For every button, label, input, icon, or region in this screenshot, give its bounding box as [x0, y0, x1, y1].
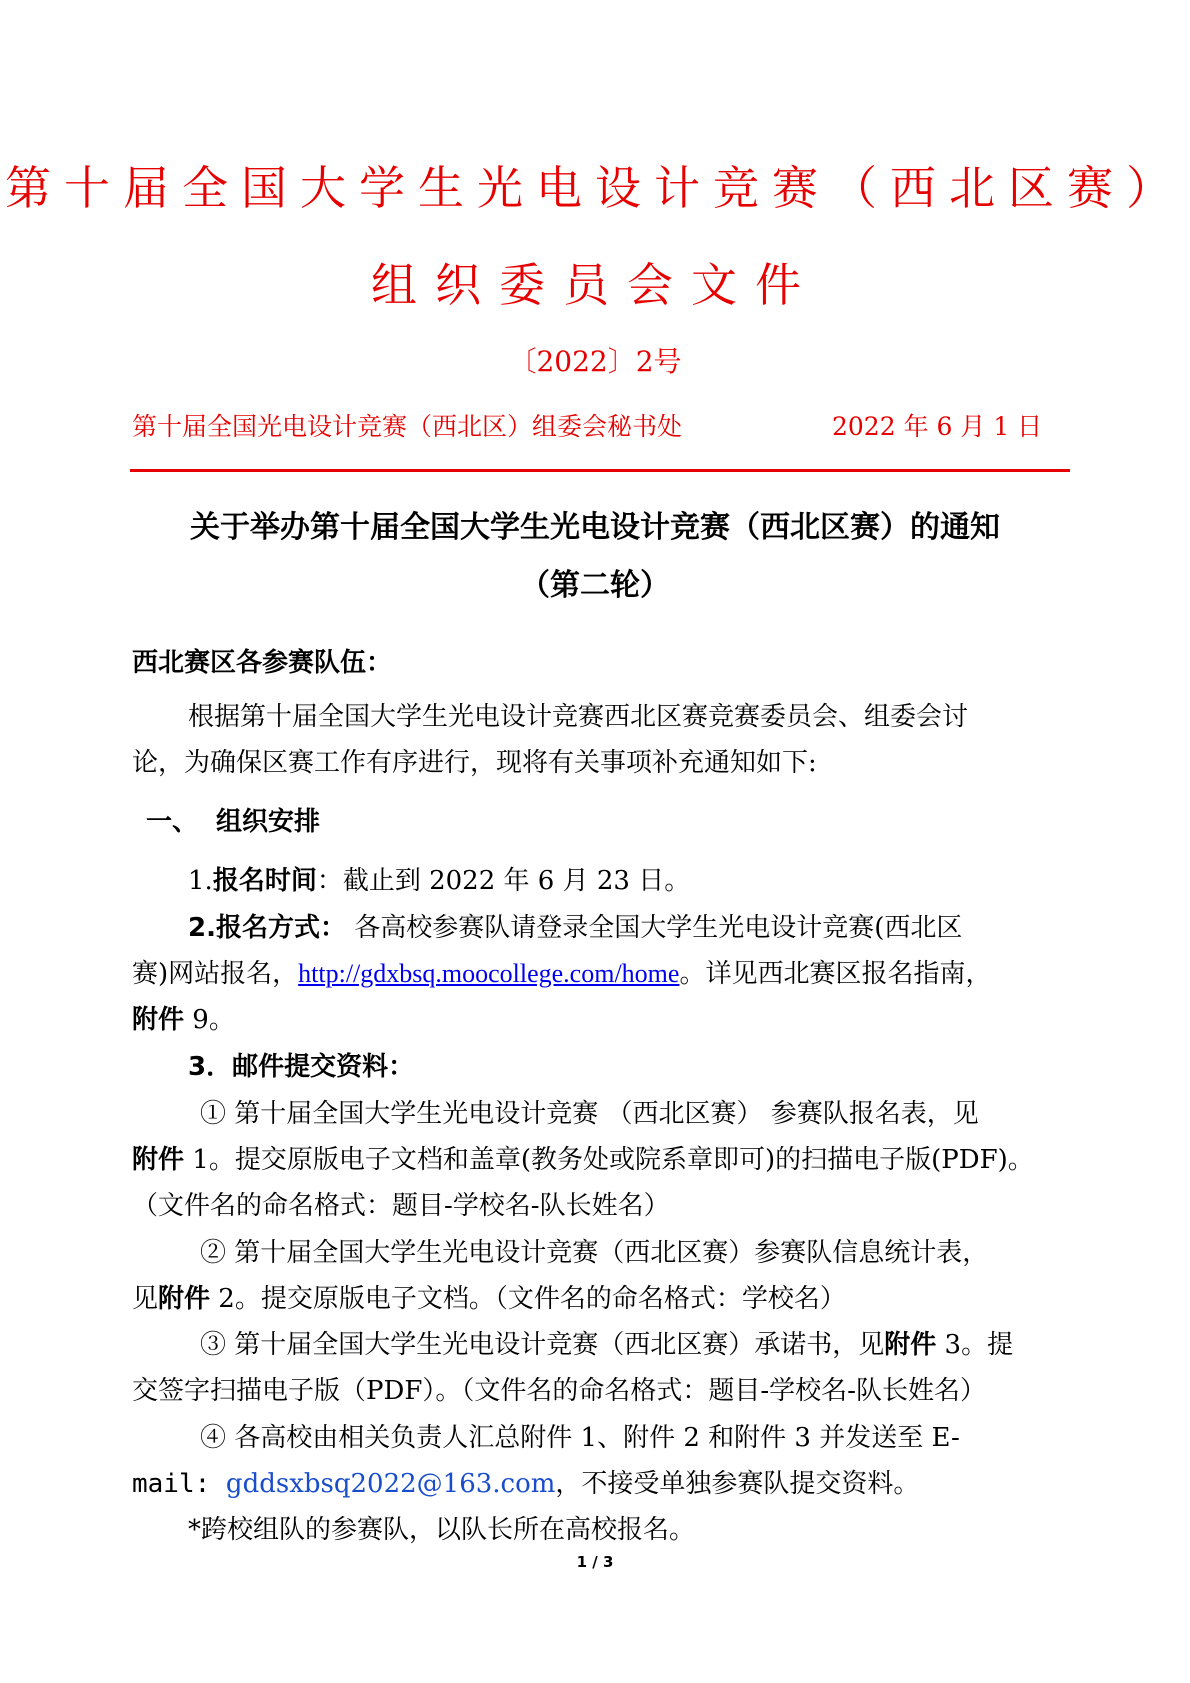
- item-text: 赛)网站报名，: [132, 959, 299, 989]
- subitem-text: 见: [132, 1284, 159, 1314]
- attachment-label: 附件: [884, 1330, 937, 1360]
- subitem-1-line-1: ① 第十届全国大学生光电设计竞赛 （西北区赛） 参赛队报名表，见: [200, 1099, 979, 1129]
- intro-line-2: 论，为确保区赛工作有序进行，现将有关事项补充通知如下:: [132, 748, 817, 778]
- item-label: 报名时间: [212, 866, 317, 896]
- note: *跨校组队的参赛队，以队长所在高校报名。: [188, 1515, 696, 1545]
- page-number: 1 / 3: [576, 1553, 614, 1571]
- issue-date: 2022 年 6 月 1 日: [832, 412, 1043, 441]
- item-text: 。详见西北赛区报名指南，: [679, 959, 992, 989]
- attachment-label: 附件: [132, 1005, 185, 1035]
- item-registration-method: [188, 909, 962, 947]
- subitem-3-line-1: [200, 1326, 1013, 1364]
- attachment-label: 附件: [158, 1284, 211, 1314]
- item-label: 2.报名方式：: [188, 913, 346, 943]
- subitem-text: 2。提交原版电子文档。（文件名的命名格式：学校名）: [210, 1284, 846, 1314]
- subitem-2-line-1: ② 第十届全国大学生光电设计竞赛（西北区赛）参赛队信息统计表，: [200, 1238, 989, 1268]
- intro-line-1: 根据第十届全国大学生光电设计竞赛西北区赛竞赛委员会、组委会讨: [188, 702, 969, 732]
- issuer: 第十届全国光电设计竞赛（西北区）组委会秘书处: [132, 412, 683, 441]
- attachment-reference: [132, 1001, 235, 1039]
- salutation: 西北赛区各参赛队伍：: [132, 648, 393, 678]
- item-text: 各高校参赛队请登录全国大学生光电设计竞赛(西北区: [354, 913, 963, 943]
- subitem-text: mail:: [132, 1469, 226, 1499]
- subitem-2-line-2: [132, 1280, 846, 1318]
- document-subtitle: 组织委员会文件: [371, 258, 819, 312]
- header-divider: [130, 469, 1070, 472]
- registration-link[interactable]: http://gdxbsq.moocollege.com/home: [298, 959, 680, 988]
- subitem-text: ③ 第十届全国大学生光电设计竞赛（西北区赛）承诺书，见: [200, 1330, 885, 1360]
- document-title: 第十届全国大学生光电设计竞赛（西北区赛）: [5, 161, 1185, 215]
- subitem-3-line-2: 交签字扫描电子版（PDF）。（文件名的命名格式：题目-学校名-队长姓名）: [132, 1376, 986, 1406]
- item-registration-time: [188, 862, 690, 900]
- subitem-text: 1。提交原版电子文档和盖章(教务处或院系章即可)的扫描电子版(PDF)。: [184, 1145, 1034, 1175]
- section-title: 组织安排: [216, 807, 321, 837]
- section-number: 一、: [146, 807, 199, 837]
- item-text: ：截止到 2022 年 6 月 23 日。: [316, 866, 691, 896]
- subitem-4-line-2: [132, 1465, 919, 1503]
- subitem-text: ，不接受单独参赛队提交资料。: [555, 1469, 920, 1499]
- item-number: 1.: [188, 866, 213, 896]
- item-email-submission: 3．邮件提交资料：: [188, 1052, 415, 1082]
- attachment-label: 附件: [132, 1145, 185, 1175]
- document-number: 〔2022〕2号: [508, 345, 682, 378]
- subitem-1-line-3: （文件名的命名格式：题目-学校名-队长姓名）: [132, 1191, 670, 1221]
- subitem-text: 3。提: [936, 1330, 1014, 1360]
- subitem-1-line-2: [132, 1141, 1034, 1179]
- notice-subtitle: （第二轮）: [520, 568, 670, 603]
- attachment-number: 9。: [184, 1005, 235, 1035]
- email-link[interactable]: gddsxbsq2022@163.com: [225, 1469, 556, 1499]
- subitem-4-line-1: ④ 各高校由相关负责人汇总附件 1、附件 2 和附件 3 并发送至 E-: [200, 1423, 960, 1453]
- item-registration-method-line2: [132, 955, 991, 993]
- notice-title: 关于举办第十届全国大学生光电设计竞赛（西北区赛）的通知: [190, 510, 1000, 545]
